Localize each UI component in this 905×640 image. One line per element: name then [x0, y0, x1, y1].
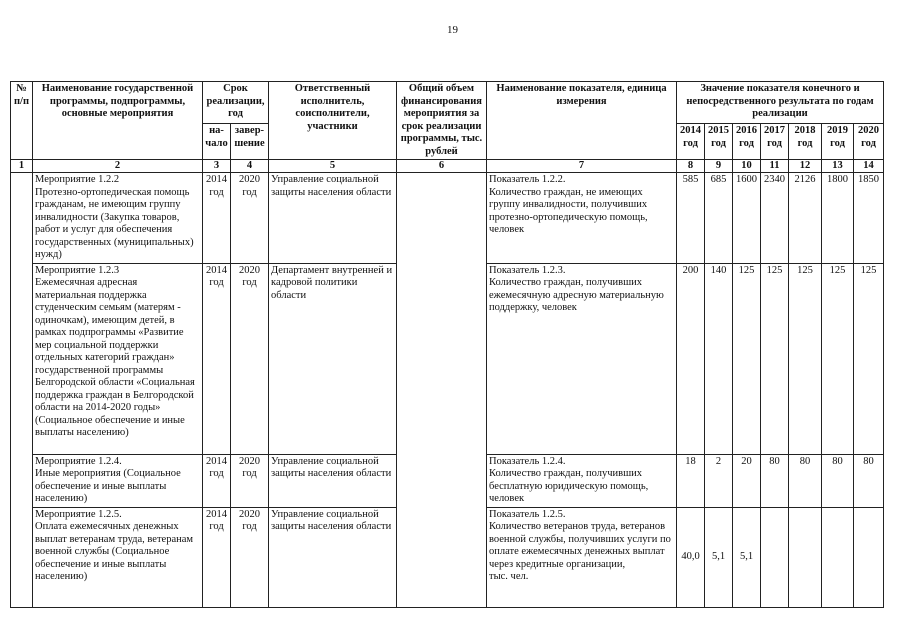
value-cell: 125 [733, 263, 761, 454]
header-values: Значение показателя конечного и непосредственного результата по годам реализации [677, 82, 884, 124]
header-year: 2020 год [854, 124, 884, 160]
responsible: Департамент внутренней и кадровой политики области [269, 263, 397, 454]
end-year: 2020 год [231, 454, 269, 507]
table-row [11, 173, 884, 264]
indicator: Показатель 1.2.3. Количество граждан, получивших ежемесячную адресную материальную поддержку, человек [487, 263, 677, 454]
column-number: 4 [231, 160, 269, 173]
header-year: 2017 год [761, 124, 789, 160]
header-year: 2018 год [789, 124, 822, 160]
value-cell: 125 [789, 263, 822, 454]
responsible: Управление социальной защиты населения области [269, 454, 397, 507]
header-start: на-чало [203, 124, 231, 160]
column-number: 14 [854, 160, 884, 173]
value-cell: 2340 [761, 173, 789, 264]
value-cell [854, 507, 884, 607]
start-year: 2014 год [203, 263, 231, 454]
column-number: 1 [11, 160, 33, 173]
measure-name: Мероприятие 1.2.2 Протезно-ортопедическая помощь гражданам, не имеющим группу инвалидности (Закупка товаров, работ и услуг для обеспечения государственных (муниципальных) нужд) [33, 173, 203, 264]
value-cell: 125 [822, 263, 854, 454]
indicator: Показатель 1.2.2. Количество граждан, не имеющих группу инвалидности, получивших протезно-ортопедическую помощь, человек [487, 173, 677, 264]
responsible: Управление социальной защиты населения области [269, 173, 397, 264]
value-cell: 80 [761, 454, 789, 507]
program-table [10, 81, 884, 608]
start-year: 2014 год [203, 173, 231, 264]
value-cell: 80 [789, 454, 822, 507]
value-cell: 125 [761, 263, 789, 454]
column-numbers-row [11, 160, 884, 173]
end-year: 2020 год [231, 173, 269, 264]
column-number: 11 [761, 160, 789, 173]
column-number: 8 [677, 160, 705, 173]
value-cell: 20 [733, 454, 761, 507]
page-number: 19 [447, 24, 458, 36]
column-number: 12 [789, 160, 822, 173]
value-cell: 2 [705, 454, 733, 507]
start-year: 2014 год [203, 507, 231, 607]
value-cell: 80 [854, 454, 884, 507]
column-number: 10 [733, 160, 761, 173]
responsible: Управление социальной защиты населения области [269, 507, 397, 607]
end-year: 2020 год [231, 263, 269, 454]
value-cell: 80 [822, 454, 854, 507]
header-year: 2014 год [677, 124, 705, 160]
column-number: 3 [203, 160, 231, 173]
value-cell: 125 [854, 263, 884, 454]
header-name: Наименование государственной программы, подпрограммы, основные мероприятия [33, 82, 203, 160]
end-year: 2020 год [231, 507, 269, 607]
header-year: 2016 год [733, 124, 761, 160]
value-cell: 18 [677, 454, 705, 507]
header-num: № п/п [11, 82, 33, 160]
measure-name: Мероприятие 1.2.4. Иные мероприятия (Социальное обеспечение и иные выплаты населению) [33, 454, 203, 507]
value-cell: 5,1 [733, 507, 761, 607]
header-end: завер-шение [231, 124, 269, 160]
financing-cell [397, 173, 487, 608]
header-indicator: Наименование показателя, единица измерения [487, 82, 677, 160]
header-resp: Ответственный исполнитель, соисполнители, участники [269, 82, 397, 160]
value-cell: 200 [677, 263, 705, 454]
header-year: 2015 год [705, 124, 733, 160]
value-cell [789, 507, 822, 607]
value-cell: 585 [677, 173, 705, 264]
value-cell: 685 [705, 173, 733, 264]
value-cell [822, 507, 854, 607]
column-number: 2 [33, 160, 203, 173]
value-cell: 1600 [733, 173, 761, 264]
header-term: Срок реализации, год [203, 82, 269, 124]
column-number: 13 [822, 160, 854, 173]
value-cell: 2126 [789, 173, 822, 264]
indicator: Показатель 1.2.4. Количество граждан, получивших бесплатную юридическую помощь, человек [487, 454, 677, 507]
indicator: Показатель 1.2.5. Количество ветеранов труда, ветеранов военной службы, получивших услуги по оплате ежемесячных денежных выплат через кредитные организации, тыс. чел. [487, 507, 677, 607]
row-number-cell [11, 173, 33, 608]
measure-name: Мероприятие 1.2.3 Ежемесячная адресная материальная поддержка студенческим семьям (матерям - одиночкам), имеющим детей, в рамках подпрограммы «Развитие мер социальной поддержки отдельных категорий граждан» государственной программы Белгородской области «Социальная поддержка граждан в Белгородской области на 2014-2020 годы» (Социальное обеспечение и иные выплаты населению) [33, 263, 203, 454]
value-cell: 5,1 [705, 507, 733, 607]
column-number: 6 [397, 160, 487, 173]
header-year: 2019 год [822, 124, 854, 160]
start-year: 2014 год [203, 454, 231, 507]
header-fin: Общий объем финансирования мероприятия за срок реализации программы, тыс. рублей [397, 82, 487, 160]
column-number: 5 [269, 160, 397, 173]
value-cell [761, 507, 789, 607]
value-cell: 140 [705, 263, 733, 454]
column-number: 7 [487, 160, 677, 173]
value-cell: 1850 [854, 173, 884, 264]
measure-name: Мероприятие 1.2.5. Оплата ежемесячных денежных выплат ветеранам труда, ветеранам военной службы (Социальное обеспечение и иные выплаты населению) [33, 507, 203, 607]
value-cell: 40,0 [677, 507, 705, 607]
column-number: 9 [705, 160, 733, 173]
value-cell: 1800 [822, 173, 854, 264]
